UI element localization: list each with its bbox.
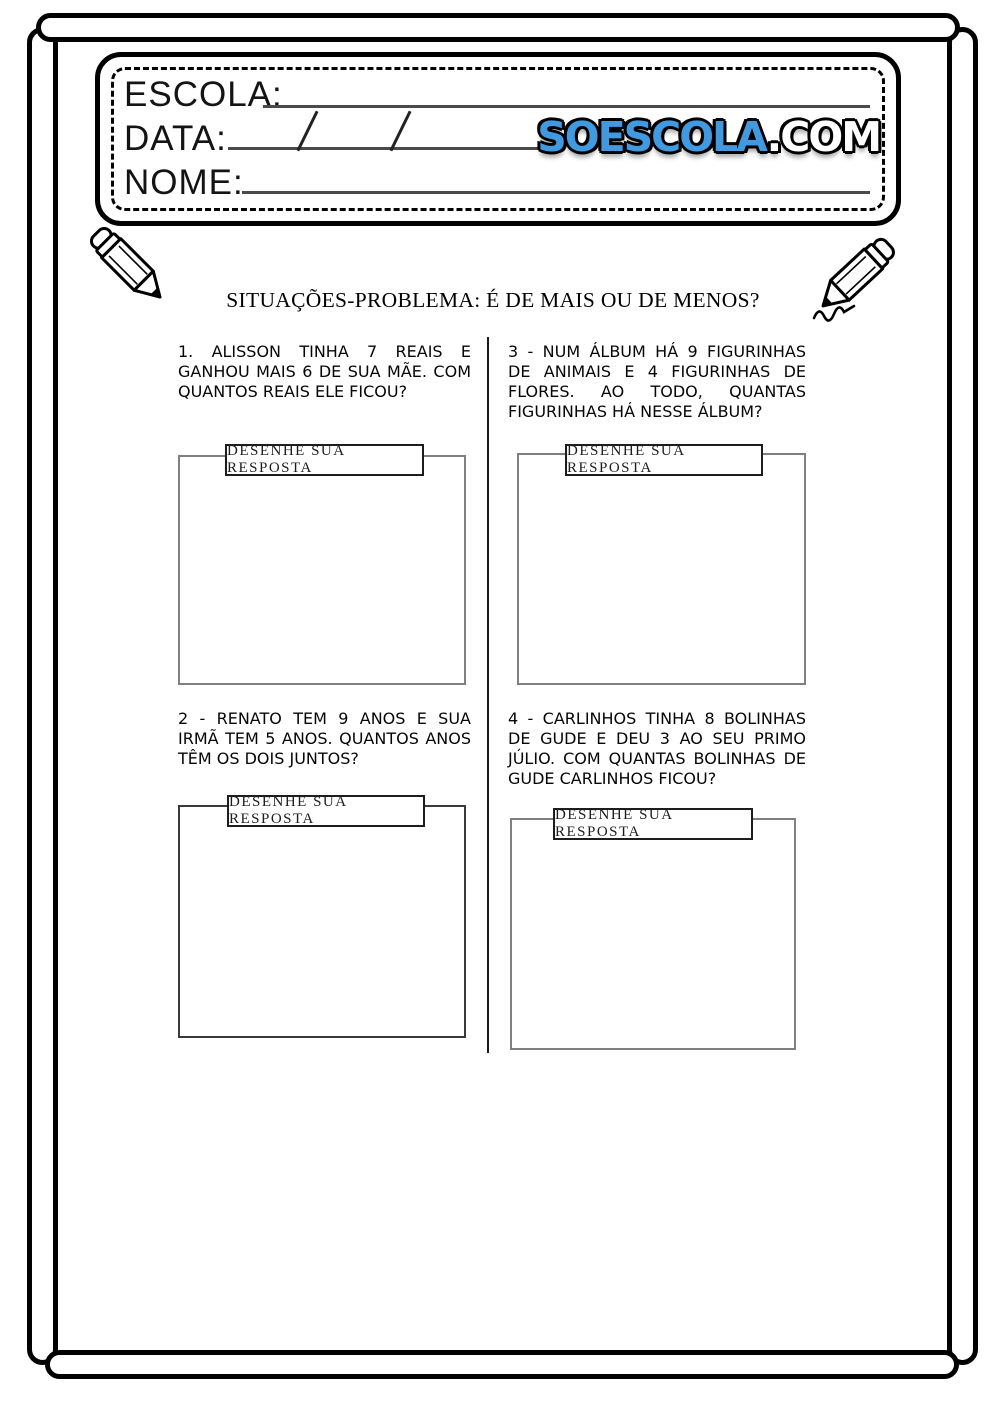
answer-box-label: DESENHE SUA RESPOSTA <box>225 444 424 476</box>
soescola-logo[interactable] <box>537 113 880 161</box>
answer-box-label: DESENHE SUA RESPOSTA <box>227 795 425 827</box>
date-field-label: DATA: <box>124 119 227 158</box>
scroll-rail-left <box>27 27 58 1365</box>
problem-1-text: 1. ALISSON TINHA 7 REAIS E GANHOU MAIS 6 DE SUA MÃE. COM QUANTOS REAIS ELE FICOU? <box>178 342 471 401</box>
answer-box-label: DESENHE SUA RESPOSTA <box>565 444 763 476</box>
problem-2-text: 2 - RENATO TEM 9 ANOS E SUA IRMÃ TEM 5 ANOS. QUANTOS ANOS TÊM OS DOIS JUNTOS? <box>178 709 471 768</box>
column-divider <box>487 337 489 1053</box>
soescola-logo-text: SOESCOLA <box>537 113 767 161</box>
page-title: SITUAÇÕES-PROBLEMA: É DE MAIS OU DE MENOS? <box>226 288 760 312</box>
pencil-squiggle-line <box>812 298 858 322</box>
name-field-label: NOME: <box>124 163 244 202</box>
soescola-logo-suffix: .COM <box>766 113 880 161</box>
name-blank-line[interactable] <box>242 191 870 194</box>
school-blank-line[interactable] <box>263 105 870 108</box>
answer-drawing-box-3[interactable] <box>517 453 806 685</box>
answer-drawing-box-1[interactable] <box>178 455 466 685</box>
header-box <box>95 52 901 226</box>
problem-3-text: 3 - NUM ÁLBUM HÁ 9 FIGURINHAS DE ANIMAIS E 4 FIGURINHAS DE FLORES. AO TODO, QUANTAS FIGURINHAS HÁ NESSE ÁLBUM? <box>508 342 806 421</box>
school-field-label: ESCOLA: <box>124 75 283 114</box>
answer-drawing-box-2[interactable] <box>178 805 466 1038</box>
problem-4-text: 4 - CARLINHOS TINHA 8 BOLINHAS DE GUDE E DEU 3 AO SEU PRIMO JÚLIO. COM QUANTAS BOLINHAS DE GUDE CARLINHOS FICOU? <box>508 709 806 788</box>
answer-drawing-box-4[interactable] <box>510 818 796 1050</box>
scroll-rail-right <box>947 27 978 1365</box>
scroll-rod-bottom <box>45 1350 959 1379</box>
scroll-rod-top <box>36 13 960 42</box>
answer-box-label: DESENHE SUA RESPOSTA <box>553 808 753 840</box>
